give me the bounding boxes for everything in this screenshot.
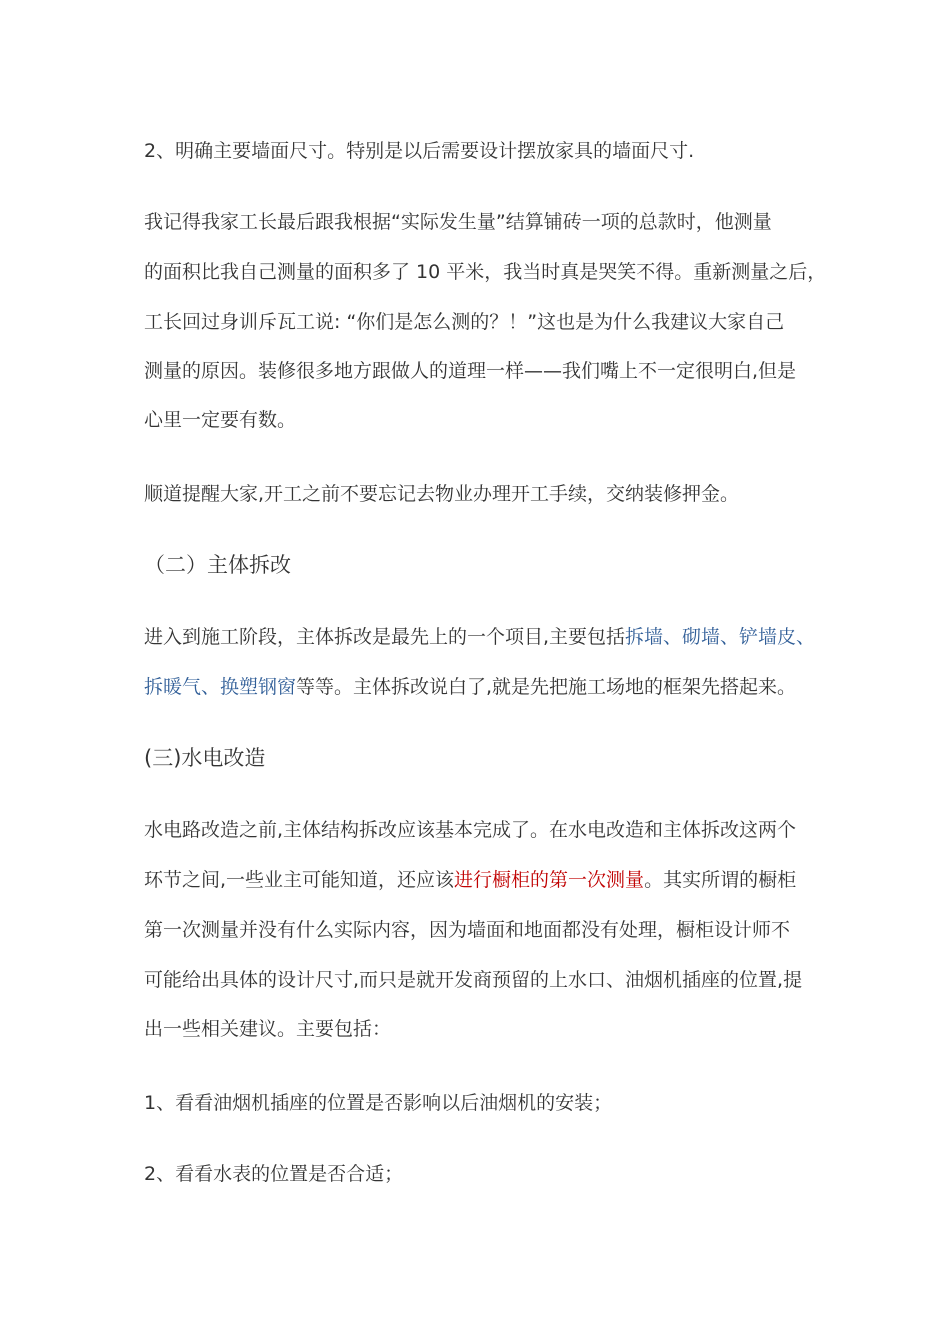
list-item: 2、看看水表的位置是否合适； bbox=[144, 1163, 404, 1185]
section-heading-plumbing: (三)水电改造 bbox=[144, 746, 266, 770]
paragraph-line: 测量的原因。装修很多地方跟做人的道理一样——我们嘴上不一定很明白,但是 bbox=[144, 360, 797, 382]
paragraph-line: 水电路改造之前,主体结构拆改应该基本完成了。在水电改造和主体拆改这两个 bbox=[144, 819, 797, 841]
paragraph-line: 可能给出具体的设计尺寸,而只是就开发商预留的上水口、油烟机插座的位置,提 bbox=[144, 969, 803, 991]
paragraph-line: 第一次测量并没有什么实际内容，因为墙面和地面都没有处理，橱柜设计师不 bbox=[144, 919, 791, 941]
paragraph-line: 的面积比我自己测量的面积多了 10 平米，我当时真是哭笑不得。重新测量之后， bbox=[144, 261, 827, 283]
blue-text-run: 拆墙、砌墙、铲墙皮、 bbox=[625, 626, 816, 648]
list-item: 1、看看油烟机插座的位置是否影响以后油烟机的安装； bbox=[144, 1092, 613, 1114]
text-run: 进入到施工阶段，主体拆改是最先上的一个项目,主要包括 bbox=[144, 626, 626, 648]
text-run: 等等。主体拆改说白了,就是先把施工场地的框架先搭起来。 bbox=[296, 676, 797, 698]
red-text-run: 进行橱柜的第一次测量 bbox=[454, 869, 645, 891]
section-heading-demolition: （二）主体拆改 bbox=[144, 553, 291, 577]
blue-text-run: 拆暖气、换塑钢窗 bbox=[144, 676, 297, 698]
paragraph-line bbox=[144, 673, 796, 701]
paragraph-reminder: 顺道提醒大家,开工之前不要忘记去物业办理开工手续，交纳装修押金。 bbox=[144, 483, 740, 505]
paragraph-line bbox=[144, 623, 815, 651]
paragraph-line bbox=[144, 866, 796, 894]
paragraph-line: 我记得我家工长最后跟我根据“实际发生量”结算铺砖一项的总款时，他测量 bbox=[144, 211, 772, 233]
paragraph-line: 出一些相关建议。主要包括： bbox=[144, 1018, 392, 1040]
text-run: 环节之间,一些业主可能知道，还应该 bbox=[144, 869, 455, 891]
paragraph-line: 心里一定要有数。 bbox=[144, 409, 297, 431]
text-run: 。其实所谓的橱柜 bbox=[644, 869, 797, 891]
paragraph-wall-size: 2、明确主要墙面尺寸。特别是以后需要设计摆放家具的墙面尺寸. bbox=[144, 140, 695, 162]
paragraph-line: 工长回过身训斥瓦工说: “你们是怎么测的？！”这也是为什么我建议大家自己 bbox=[144, 311, 785, 333]
